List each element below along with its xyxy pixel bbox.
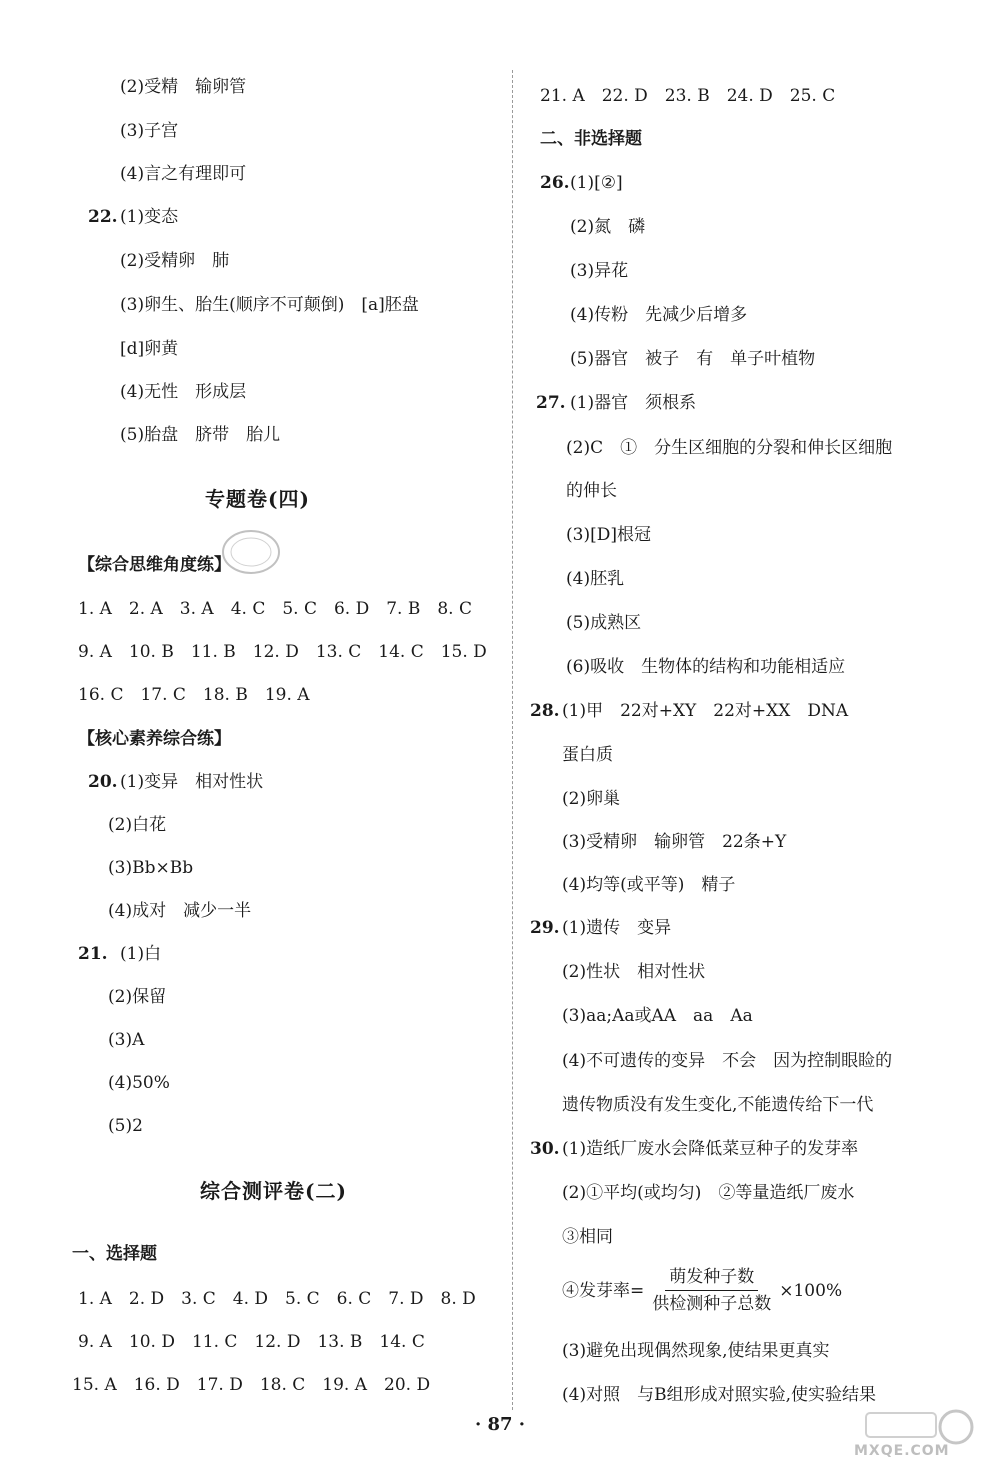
question-number: 21. xyxy=(78,944,108,964)
answer-line: (3)卵生、胎生(顺序不可颠倒) [a]胚盘 xyxy=(120,295,419,315)
subsection-title: 【核心素养综合练】 xyxy=(78,729,231,749)
answer-line: (4)言之有理即可 xyxy=(120,164,247,184)
answer-line: (4)均等(或平等) 精子 xyxy=(562,875,736,895)
answer-row: 9. A 10. B 11. B 12. D 13. C 14. C 15. D xyxy=(78,642,487,662)
answer-line: (1)甲 22对+XY 22对+XX DNA xyxy=(562,701,849,721)
answer-line: (3)受精卵 输卵管 22条+Y xyxy=(562,832,787,852)
answer-line: (2)保留 xyxy=(108,987,167,1007)
answer-line: (3)aa;Aa或AA aa Aa xyxy=(562,1006,753,1026)
watermark xyxy=(846,1405,976,1465)
answer-line: (2)氮 磷 xyxy=(570,217,646,237)
answer-line: (3)A xyxy=(108,1030,145,1050)
section-title: 专题卷(四) xyxy=(205,487,310,511)
question-number: 29. xyxy=(530,918,560,938)
watermark-text: MXQE.COM xyxy=(854,1443,950,1459)
section-title: 综合测评卷(二) xyxy=(200,1179,347,1203)
formula-multiplier: ×100% xyxy=(779,1280,843,1301)
answer-line: (3)避免出现偶然现象,使结果更真实 xyxy=(562,1341,830,1361)
answer-line: (1)变态 xyxy=(120,207,179,227)
answer-line: (1)变异 相对性状 xyxy=(120,772,264,792)
fraction-denominator: 供检测种子总数 xyxy=(652,1294,772,1314)
answer-row: 1. A 2. A 3. A 4. C 5. C 6. D 7. B 8. C xyxy=(78,599,472,619)
answer-line: (5)器官 被子 有 单子叶植物 xyxy=(570,349,816,369)
answer-line: (4)不可遗传的变异 不会 因为控制眼睑的 xyxy=(562,1051,893,1071)
answer-line: (4)无性 形成层 xyxy=(120,382,247,402)
formula-label: ④发芽率= xyxy=(562,1280,645,1301)
answer-line: [d]卵黄 xyxy=(120,339,179,359)
answer-line: (5)胎盘 脐带 胎儿 xyxy=(120,425,281,445)
answer-line: (2)受精卵 肺 xyxy=(120,251,230,271)
question-number: 26. xyxy=(540,173,570,193)
answer-line: (1)遗传 变异 xyxy=(562,918,672,938)
answer-line: (4)传粉 先减少后增多 xyxy=(570,305,748,325)
answer-line: (4)对照 与B组形成对照实验,使实验结果 xyxy=(562,1385,876,1405)
answer-line: (1)器官 须根系 xyxy=(570,393,697,413)
formula-line xyxy=(562,1266,842,1315)
stamp-icon xyxy=(220,527,282,577)
subsection-title: 【综合思维角度练】 xyxy=(78,555,231,575)
question-number: 28. xyxy=(530,701,560,721)
answer-row: 1. A 2. D 3. C 4. D 5. C 6. C 7. D 8. D xyxy=(78,1289,476,1309)
answer-line: (1)造纸厂废水会降低菜豆种子的发芽率 xyxy=(562,1139,859,1159)
question-number: 30. xyxy=(530,1139,560,1159)
answer-line: 蛋白质 xyxy=(562,745,613,765)
answer-line: (4)50% xyxy=(108,1073,170,1093)
answer-line: (2)C ① 分生区细胞的分裂和伸长区细胞 xyxy=(566,438,893,458)
answer-line: (2)受精 输卵管 xyxy=(120,77,247,97)
fraction-numerator: 萌发种子数 xyxy=(665,1266,758,1291)
answer-line: ③相同 xyxy=(562,1227,613,1247)
answer-line: (3)Bb×Bb xyxy=(108,858,194,878)
answer-line: 的伸长 xyxy=(566,481,617,501)
answer-line: (2)卵巢 xyxy=(562,789,621,809)
answer-row: 21. A 22. D 23. B 24. D 25. C xyxy=(540,86,836,106)
answer-line: (4)胚乳 xyxy=(566,569,625,589)
answer-line: 遗传物质没有发生变化,不能遗传给下一代 xyxy=(562,1095,874,1115)
question-number: 22. xyxy=(88,207,118,227)
answer-line: (2)①平均(或均匀) ②等量造纸厂废水 xyxy=(562,1183,855,1203)
question-number: 27. xyxy=(536,393,566,413)
answer-row: 16. C 17. C 18. B 19. A xyxy=(78,685,310,705)
answer-line: (6)吸收 生物体的结构和功能相适应 xyxy=(566,657,846,677)
answer-line: (2)性状 相对性状 xyxy=(562,962,706,982)
answer-line: (5)2 xyxy=(108,1116,143,1136)
answer-line: (2)白花 xyxy=(108,815,167,835)
answer-row: 9. A 10. D 11. C 12. D 13. B 14. C xyxy=(78,1332,425,1352)
answer-line: (3)[D]根冠 xyxy=(566,525,651,545)
answer-line: (5)成熟区 xyxy=(566,613,642,633)
subsection-title: 二、非选择题 xyxy=(540,129,642,149)
question-number: 20. xyxy=(88,772,118,792)
answer-line: (3)子宫 xyxy=(120,121,179,141)
answer-line: (4)成对 减少一半 xyxy=(108,901,252,921)
column-divider xyxy=(512,70,513,1410)
subsection-title: 一、选择题 xyxy=(72,1244,157,1264)
answer-line: (3)异花 xyxy=(570,261,629,281)
fraction xyxy=(648,1266,775,1315)
answer-row: 15. A 16. D 17. D 18. C 19. A 20. D xyxy=(72,1375,431,1395)
answer-line: (1)白 xyxy=(120,944,162,964)
page-number: · 87 · xyxy=(474,1414,526,1435)
answer-line: (1)[②] xyxy=(570,173,623,193)
